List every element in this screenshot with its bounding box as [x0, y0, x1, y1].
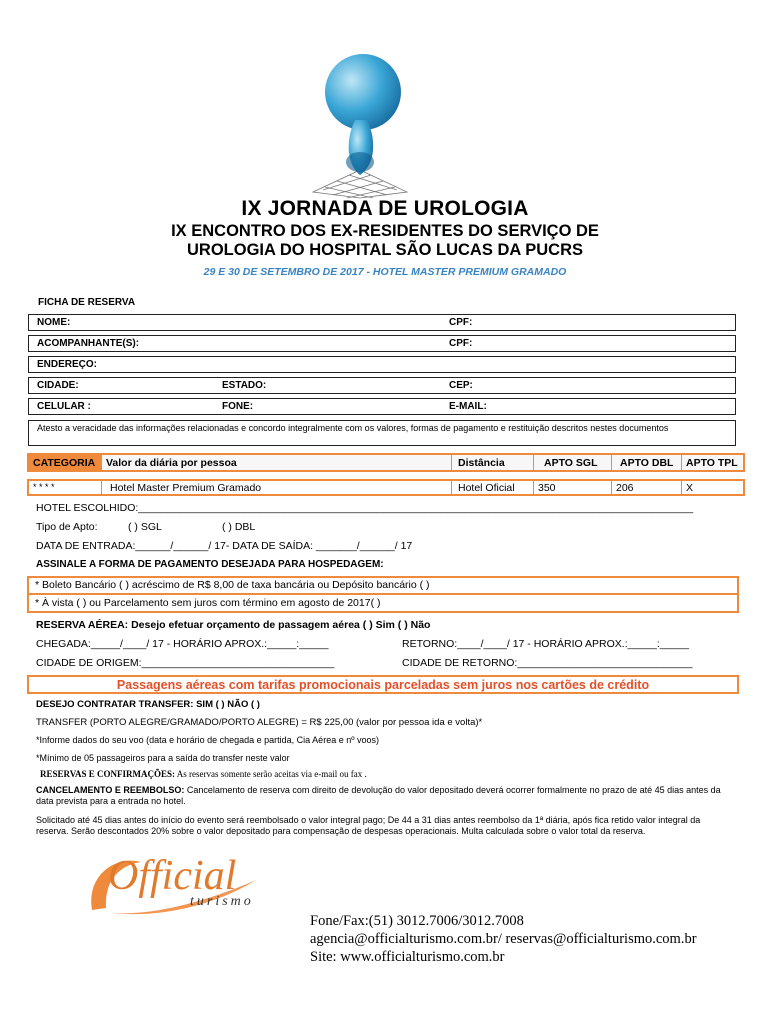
pagamento-option-boleto[interactable] [27, 576, 739, 594]
header-apto-dbl: APTO DBL [611, 455, 681, 470]
contact-block [310, 912, 697, 966]
email-label: E-MAIL: [449, 401, 487, 412]
cidade-retorno-field[interactable]: CIDADE DE RETORNO:______________________________ [402, 657, 693, 669]
dbl-checkbox[interactable]: ( ) DBL [222, 521, 256, 533]
fone-label: FONE: [222, 401, 254, 412]
event-logo [305, 50, 415, 200]
endereco-field[interactable] [28, 356, 736, 373]
sgl-checkbox[interactable]: ( ) SGL [128, 521, 162, 533]
hotel-escolhido-field[interactable]: HOTEL ESCOLHIDO:_______________________________________________________________________________________________ [36, 502, 694, 514]
boleto-label: * Boleto Bancário ( ) acréscimo de R$ 8,00 de taxa bancária ou Depósito bancário ( ) [35, 579, 430, 591]
cidade-row[interactable] [28, 377, 736, 394]
nome-label: NOME: [37, 317, 71, 328]
hotel-table-header [27, 453, 745, 472]
cell-categoria: * * * * [33, 482, 55, 492]
hotel-table-row [27, 479, 745, 496]
datas-field[interactable]: DATA DE ENTRADA:______/______/ 17- DATA DE SAÍDA: _______/______/ 17 [36, 540, 413, 552]
reservas-text: As reservas somente serão aceitas via e-mail ou fax . [175, 769, 367, 779]
header-categoria: CATEGORIA [29, 455, 101, 470]
cep-label: CEP: [449, 380, 473, 391]
chegada-field[interactable]: CHEGADA:_____/____/ 17 - HORÁRIO APROX.:_____:_____ [36, 638, 329, 650]
reembolso-paragraph: Solicitado até 45 dias antes do início do evento será reembolsado o valor integral pago; De 44 a 31 dias antes reembolso da 1ª diária, após fica retido valor integral da reserva. Serão descontados 20% sobre o valor depositado para compensação de despesas operacionais. Multa calculada sobre o valor total da reserva. [36, 815, 701, 836]
promo-banner: Passagens aéreas com tarifas promocionais parceladas sem juros nos cartões de crédito [27, 675, 739, 694]
form-section-title: FICHA DE RESERVA [38, 297, 136, 308]
cancelamento-text: Cancelamento de reserva com direito de devolução do valor depositado deverá ocorrer formalmente no prazo de até 45 dias antes da data prevista para a entrada no hotel. [36, 785, 721, 806]
transfer-title: DESEJO CONTRATAR TRANSFER: SIM ( ) NÃO ( ) [36, 699, 260, 710]
header-distancia: Distância [451, 455, 533, 470]
cell-apto-dbl: 206 [611, 481, 681, 494]
cell-distancia: Hotel Oficial [451, 481, 533, 494]
celular-label: CELULAR : [37, 401, 91, 412]
event-title: IX JORNADA DE UROLOGIA [241, 197, 529, 220]
official-turismo-logo [86, 850, 296, 920]
cidade-label: CIDADE: [37, 380, 79, 391]
transfer-info: *Informe dados do seu voo (data e horário de chegada e partida, Cia Aérea e nº voos) [36, 735, 380, 745]
reservas-label: RESERVAS E CONFIRMAÇÕES: [40, 769, 176, 779]
aereo-title: RESERVA AÉREA: Desejo efetuar orçamento de passagem aérea ( ) Sim ( ) Não [36, 619, 431, 631]
header-valor: Valor da diária por pessoa [101, 455, 451, 470]
endereco-label: ENDEREÇO: [37, 359, 98, 370]
cancelamento-paragraph [36, 785, 734, 807]
contact-site[interactable]: Site: www.officialturismo.com.br [310, 949, 505, 965]
transfer-minimo: *Mínimo de 05 passageiros para a saída do transfer neste valor [36, 753, 290, 763]
event-subtitle-line2: UROLOGIA DO HOSPITAL SÃO LUCAS DA PUCRS [186, 241, 584, 259]
acompanhante-label: ACOMPANHANTE(S): [37, 338, 140, 349]
cpf-label: CPF: [449, 338, 473, 349]
cell-apto-tpl: X [681, 481, 743, 494]
cell-hotel-name: Hotel Master Premium Gramado [101, 481, 451, 494]
transfer-price: TRANSFER (PORTO ALEGRE/GRAMADO/PORTO ALEGRE) = R$ 225,00 (valor por pessoa ida e volta)* [36, 717, 483, 728]
contato-row[interactable] [28, 398, 736, 415]
event-date: 29 E 30 DE SETEMBRO DE 2017 - HOTEL MASTER PREMIUM GRAMADO [203, 266, 567, 278]
header-apto-tpl: APTO TPL [681, 455, 743, 470]
logo-wordmark: Official [108, 853, 237, 899]
header-apto-sgl: APTO SGL [533, 455, 611, 470]
origem-field[interactable]: CIDADE DE ORIGEM:_________________________________ [36, 657, 335, 669]
cell-apto-sgl: 350 [533, 481, 611, 494]
tipo-apto-label: Tipo de Apto: [36, 521, 98, 533]
event-subtitle-line1: IX ENCONTRO DOS EX-RESIDENTES DO SERVIÇO DE [171, 222, 599, 240]
cancelamento-label: CANCELAMENTO E REEMBOLSO: [36, 785, 185, 795]
retorno-field[interactable]: RETORNO:____/____/ 17 - HORÁRIO APROX.:_____:_____ [402, 638, 689, 650]
pagamento-option-avista[interactable] [27, 594, 739, 613]
cpf-label: CPF: [449, 317, 473, 328]
logo-subtitle: turismo [190, 894, 254, 909]
pagamento-title: ASSINALE A FORMA DE PAGAMENTO DESEJADA PARA HOSPEDAGEM: [36, 559, 384, 570]
contact-phone: Fone/Fax:(51) 3012.7006/3012.7008 [310, 913, 524, 929]
nome-field[interactable] [28, 314, 736, 331]
atesto-statement: Atesto a veracidade das informações relacionadas e concordo integralmente com os valores, formas de pagamento e restituição descritos nestes documentos [28, 420, 736, 446]
contact-emails[interactable]: agencia@officialturismo.com.br/ reservas@officialturismo.com.br [310, 931, 697, 947]
estado-label: ESTADO: [222, 380, 267, 391]
avista-label: * À vista ( ) ou Parcelamento sem juros com término em agosto de 2017( ) [35, 597, 381, 609]
reservas-note [40, 769, 367, 779]
acompanhante-field[interactable] [28, 335, 736, 352]
